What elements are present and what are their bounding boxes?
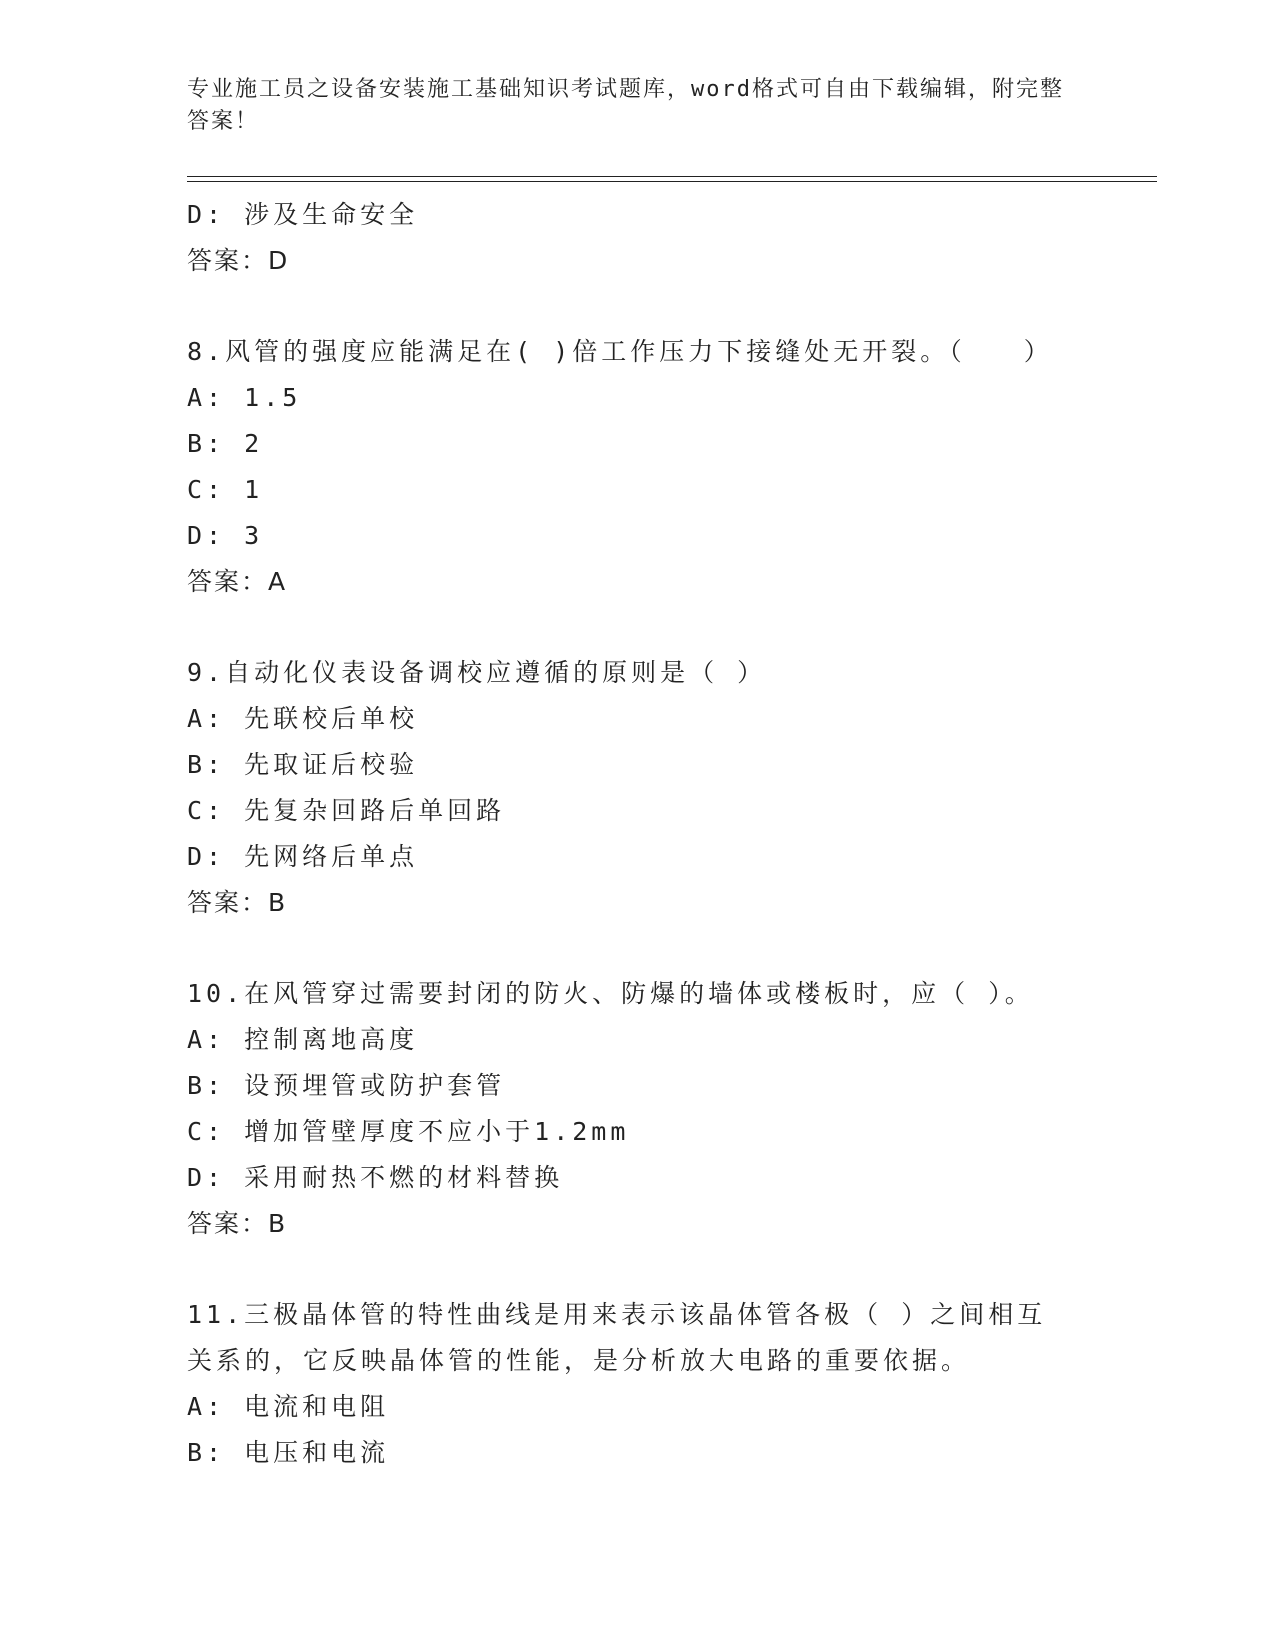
option-c: C: 先复杂回路后单回路: [187, 796, 506, 825]
question-stem: 11.三极晶体管的特性曲线是用来表示该晶体管各极（ ）之间相互关系的，它反映晶体管的性能，是分析放大电路的重要依据。: [187, 1300, 1047, 1375]
option-a: A: 1.5: [187, 383, 302, 412]
answer-line: 答案：A: [187, 567, 288, 596]
option-b: B: 设预埋管或防护套管: [187, 1071, 506, 1100]
option-b: B: 电压和电流: [187, 1438, 390, 1467]
document-header: [187, 74, 1067, 138]
option-d: D: 涉及生命安全: [187, 200, 419, 229]
answer-line: 答案：B: [187, 888, 288, 917]
option-b: B: 先取证后校验: [187, 750, 419, 779]
option-c: C: 增加管壁厚度不应小于1.2mm: [187, 1117, 630, 1146]
answer-line: 答案：B: [187, 1209, 288, 1238]
spacer: [187, 926, 1087, 971]
option-a: A: 先联校后单校: [187, 704, 419, 733]
option-d: D: 采用耐热不燃的材料替换: [187, 1163, 564, 1192]
header-text: 专业施工员之设备安装施工基础知识考试题库，word格式可自由下载编辑，附完整答案！: [187, 77, 1064, 134]
option-c: C: 1: [187, 475, 264, 504]
option-d: D: 3: [187, 521, 264, 550]
question-stem: 9.自动化仪表设备调校应遵循的原则是（ ）: [187, 658, 767, 687]
spacer: [187, 284, 1087, 329]
spacer: [187, 1247, 1087, 1292]
answer-line: 答案：D: [187, 246, 290, 275]
spacer: [187, 605, 1087, 650]
option-d: D: 先网络后单点: [187, 842, 419, 871]
question-stem: 10.在风管穿过需要封闭的防火、防爆的墙体或楼板时，应（ ）。: [187, 979, 1034, 1008]
header-divider-top: [187, 176, 1157, 177]
option-a: A: 电流和电阻: [187, 1392, 390, 1421]
header-divider-bottom: [187, 181, 1157, 182]
question-stem: 8.风管的强度应能满足在( )倍工作压力下接缝处无开裂。（ ）: [187, 337, 1053, 366]
option-a: A: 控制离地高度: [187, 1025, 419, 1054]
question-list: [187, 192, 1087, 1476]
option-b: B: 2: [187, 429, 264, 458]
